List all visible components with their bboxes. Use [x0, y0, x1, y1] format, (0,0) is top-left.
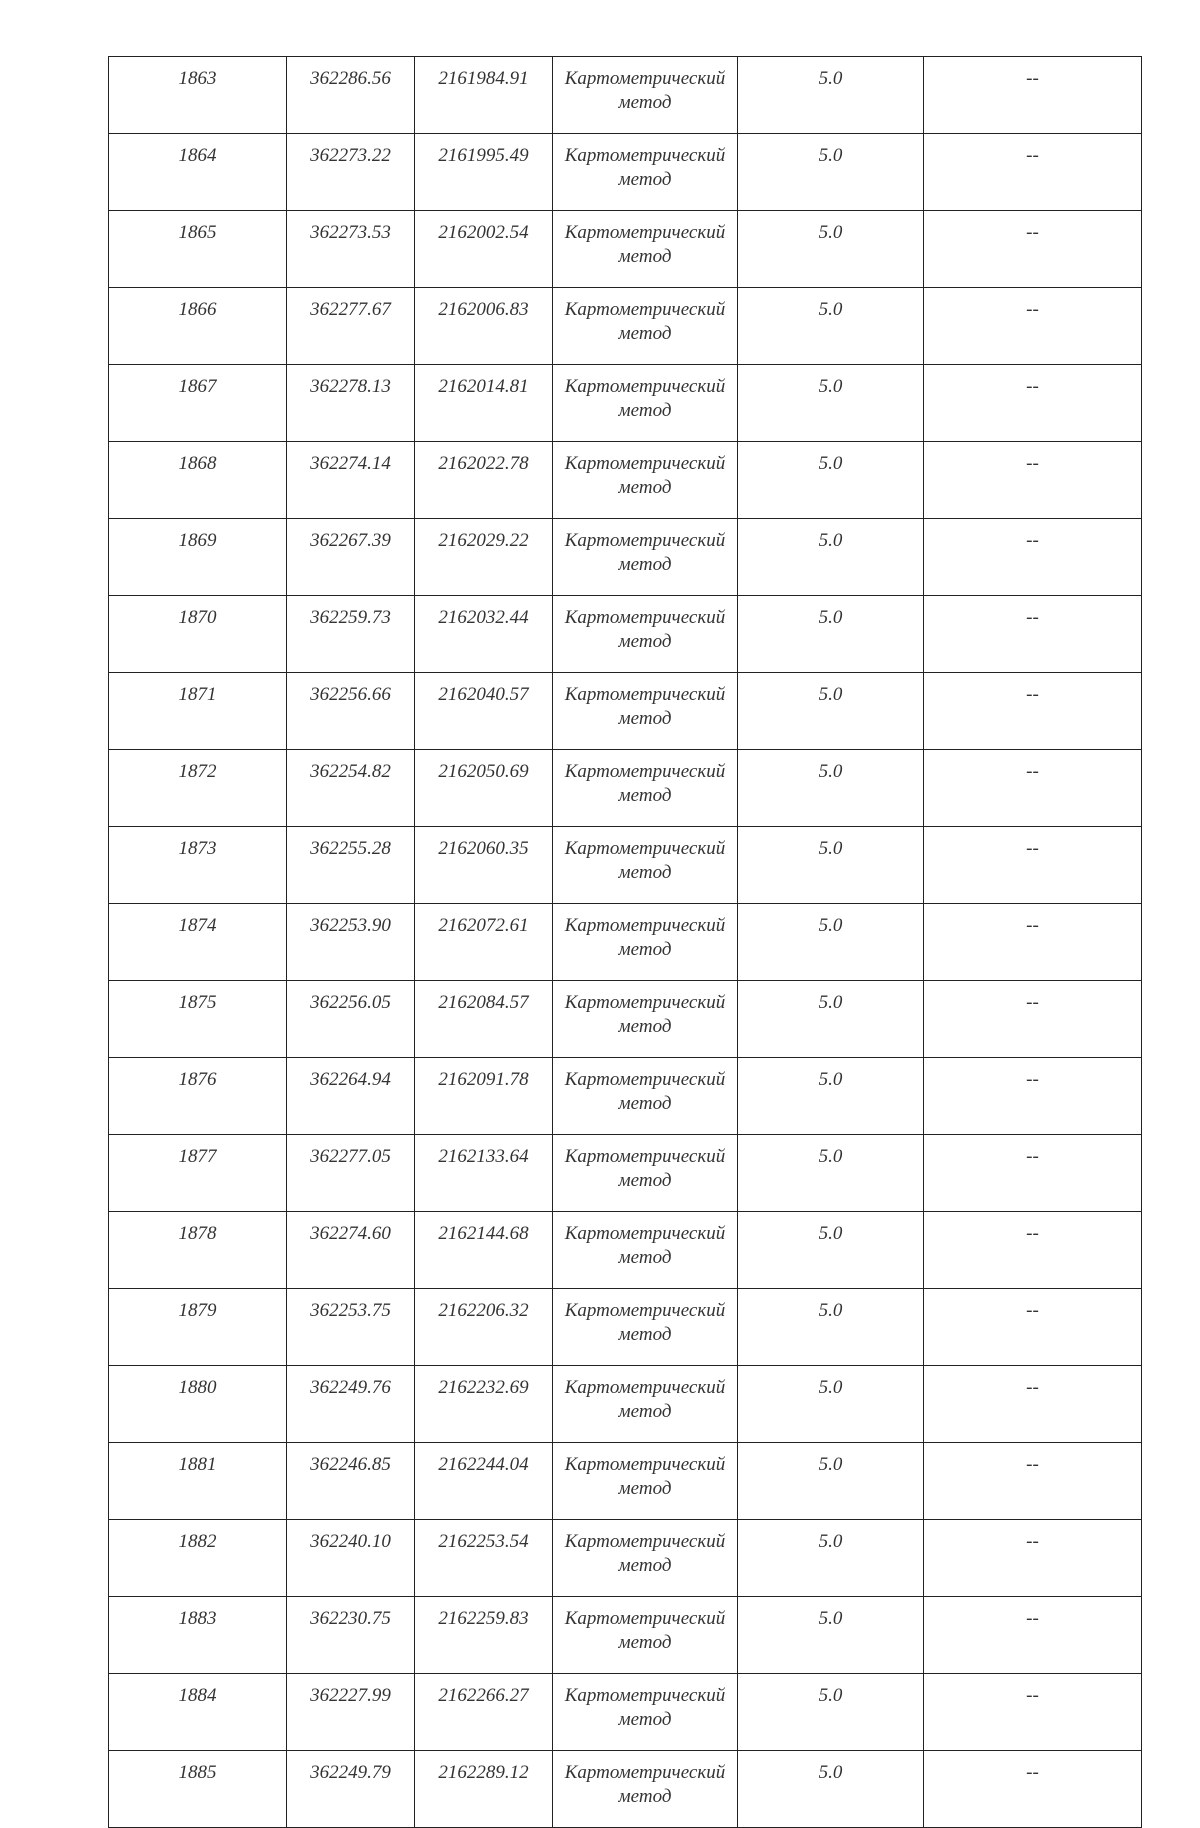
- y-coordinate-cell: 2162144.68: [415, 1212, 553, 1289]
- note-cell: --: [924, 288, 1142, 365]
- y-coordinate-cell: 2162253.54: [415, 1520, 553, 1597]
- y-coordinate-cell: 2162133.64: [415, 1135, 553, 1212]
- note-cell: --: [924, 1212, 1142, 1289]
- y-coordinate-cell: 2162050.69: [415, 750, 553, 827]
- table-row: [109, 1135, 1142, 1212]
- x-coordinate-cell: 362246.85: [287, 1443, 415, 1520]
- accuracy-cell: 5.0: [738, 1674, 924, 1751]
- table-row: [109, 1212, 1142, 1289]
- method-cell: Картометрический метод: [553, 57, 738, 134]
- table-row: [109, 904, 1142, 981]
- point-number-cell: 1883: [109, 1597, 287, 1674]
- y-coordinate-cell: 2162014.81: [415, 365, 553, 442]
- method-cell: Картометрический метод: [553, 1443, 738, 1520]
- point-number-cell: 1870: [109, 596, 287, 673]
- y-coordinate-cell: 2162244.04: [415, 1443, 553, 1520]
- table-row: [109, 673, 1142, 750]
- point-number-cell: 1878: [109, 1212, 287, 1289]
- note-cell: --: [924, 1443, 1142, 1520]
- x-coordinate-cell: 362267.39: [287, 519, 415, 596]
- point-number-cell: 1865: [109, 211, 287, 288]
- x-coordinate-cell: 362230.75: [287, 1597, 415, 1674]
- x-coordinate-cell: 362277.67: [287, 288, 415, 365]
- accuracy-cell: 5.0: [738, 1289, 924, 1366]
- y-coordinate-cell: 2162006.83: [415, 288, 553, 365]
- point-number-cell: 1884: [109, 1674, 287, 1751]
- point-number-cell: 1867: [109, 365, 287, 442]
- y-coordinate-cell: 2162032.44: [415, 596, 553, 673]
- method-cell: Картометрический метод: [553, 1058, 738, 1135]
- method-cell: Картометрический метод: [553, 1674, 738, 1751]
- point-number-cell: 1882: [109, 1520, 287, 1597]
- accuracy-cell: 5.0: [738, 1597, 924, 1674]
- x-coordinate-cell: 362286.56: [287, 57, 415, 134]
- table-row: [109, 288, 1142, 365]
- x-coordinate-cell: 362227.99: [287, 1674, 415, 1751]
- note-cell: --: [924, 519, 1142, 596]
- x-coordinate-cell: 362264.94: [287, 1058, 415, 1135]
- note-cell: --: [924, 1366, 1142, 1443]
- method-cell: Картометрический метод: [553, 750, 738, 827]
- point-number-cell: 1881: [109, 1443, 287, 1520]
- point-number-cell: 1871: [109, 673, 287, 750]
- point-number-cell: 1873: [109, 827, 287, 904]
- accuracy-cell: 5.0: [738, 750, 924, 827]
- point-number-cell: 1880: [109, 1366, 287, 1443]
- x-coordinate-cell: 362256.66: [287, 673, 415, 750]
- accuracy-cell: 5.0: [738, 904, 924, 981]
- table-row: [109, 1289, 1142, 1366]
- y-coordinate-cell: 2162206.32: [415, 1289, 553, 1366]
- coordinates-table: [108, 56, 1142, 1828]
- y-coordinate-cell: 2162072.61: [415, 904, 553, 981]
- note-cell: --: [924, 1751, 1142, 1828]
- note-cell: --: [924, 596, 1142, 673]
- accuracy-cell: 5.0: [738, 1212, 924, 1289]
- y-coordinate-cell: 2162266.27: [415, 1674, 553, 1751]
- accuracy-cell: 5.0: [738, 211, 924, 288]
- y-coordinate-cell: 2162259.83: [415, 1597, 553, 1674]
- point-number-cell: 1864: [109, 134, 287, 211]
- note-cell: --: [924, 1058, 1142, 1135]
- accuracy-cell: 5.0: [738, 365, 924, 442]
- table-row: [109, 750, 1142, 827]
- y-coordinate-cell: 2161995.49: [415, 134, 553, 211]
- accuracy-cell: 5.0: [738, 1520, 924, 1597]
- note-cell: --: [924, 365, 1142, 442]
- y-coordinate-cell: 2162084.57: [415, 981, 553, 1058]
- method-cell: Картометрический метод: [553, 1751, 738, 1828]
- table-row: [109, 1520, 1142, 1597]
- x-coordinate-cell: 362253.75: [287, 1289, 415, 1366]
- note-cell: --: [924, 211, 1142, 288]
- method-cell: Картометрический метод: [553, 1520, 738, 1597]
- accuracy-cell: 5.0: [738, 1443, 924, 1520]
- point-number-cell: 1874: [109, 904, 287, 981]
- point-number-cell: 1875: [109, 981, 287, 1058]
- point-number-cell: 1877: [109, 1135, 287, 1212]
- y-coordinate-cell: 2162002.54: [415, 211, 553, 288]
- method-cell: Картометрический метод: [553, 134, 738, 211]
- accuracy-cell: 5.0: [738, 1058, 924, 1135]
- x-coordinate-cell: 362253.90: [287, 904, 415, 981]
- method-cell: Картометрический метод: [553, 288, 738, 365]
- table-row: [109, 1674, 1142, 1751]
- note-cell: --: [924, 1597, 1142, 1674]
- accuracy-cell: 5.0: [738, 57, 924, 134]
- x-coordinate-cell: 362254.82: [287, 750, 415, 827]
- method-cell: Картометрический метод: [553, 981, 738, 1058]
- method-cell: Картометрический метод: [553, 827, 738, 904]
- accuracy-cell: 5.0: [738, 1366, 924, 1443]
- point-number-cell: 1879: [109, 1289, 287, 1366]
- y-coordinate-cell: 2162029.22: [415, 519, 553, 596]
- note-cell: --: [924, 442, 1142, 519]
- note-cell: --: [924, 673, 1142, 750]
- table-row: [109, 1058, 1142, 1135]
- table-row: [109, 1597, 1142, 1674]
- method-cell: Картометрический метод: [553, 365, 738, 442]
- point-number-cell: 1872: [109, 750, 287, 827]
- x-coordinate-cell: 362273.22: [287, 134, 415, 211]
- x-coordinate-cell: 362277.05: [287, 1135, 415, 1212]
- table-row: [109, 1443, 1142, 1520]
- method-cell: Картометрический метод: [553, 1135, 738, 1212]
- method-cell: Картометрический метод: [553, 673, 738, 750]
- x-coordinate-cell: 362274.60: [287, 1212, 415, 1289]
- note-cell: --: [924, 1674, 1142, 1751]
- note-cell: --: [924, 750, 1142, 827]
- table-row: [109, 519, 1142, 596]
- x-coordinate-cell: 362249.76: [287, 1366, 415, 1443]
- note-cell: --: [924, 1135, 1142, 1212]
- note-cell: --: [924, 827, 1142, 904]
- note-cell: --: [924, 134, 1142, 211]
- x-coordinate-cell: 362255.28: [287, 827, 415, 904]
- note-cell: --: [924, 1520, 1142, 1597]
- x-coordinate-cell: 362249.79: [287, 1751, 415, 1828]
- note-cell: --: [924, 57, 1142, 134]
- table-row: [109, 134, 1142, 211]
- accuracy-cell: 5.0: [738, 1751, 924, 1828]
- y-coordinate-cell: 2162091.78: [415, 1058, 553, 1135]
- point-number-cell: 1863: [109, 57, 287, 134]
- table-row: [109, 211, 1142, 288]
- y-coordinate-cell: 2162289.12: [415, 1751, 553, 1828]
- table-row: [109, 827, 1142, 904]
- y-coordinate-cell: 2162232.69: [415, 1366, 553, 1443]
- table-row: [109, 981, 1142, 1058]
- point-number-cell: 1868: [109, 442, 287, 519]
- method-cell: Картометрический метод: [553, 442, 738, 519]
- accuracy-cell: 5.0: [738, 288, 924, 365]
- x-coordinate-cell: 362274.14: [287, 442, 415, 519]
- table-row: [109, 1751, 1142, 1828]
- table-row: [109, 596, 1142, 673]
- note-cell: --: [924, 1289, 1142, 1366]
- table-row: [109, 1366, 1142, 1443]
- accuracy-cell: 5.0: [738, 134, 924, 211]
- method-cell: Картометрический метод: [553, 519, 738, 596]
- coordinates-table-body: [109, 57, 1142, 1828]
- y-coordinate-cell: 2161984.91: [415, 57, 553, 134]
- method-cell: Картометрический метод: [553, 596, 738, 673]
- table-row: [109, 57, 1142, 134]
- y-coordinate-cell: 2162060.35: [415, 827, 553, 904]
- x-coordinate-cell: 362259.73: [287, 596, 415, 673]
- x-coordinate-cell: 362273.53: [287, 211, 415, 288]
- point-number-cell: 1885: [109, 1751, 287, 1828]
- y-coordinate-cell: 2162022.78: [415, 442, 553, 519]
- method-cell: Картометрический метод: [553, 1289, 738, 1366]
- y-coordinate-cell: 2162040.57: [415, 673, 553, 750]
- point-number-cell: 1866: [109, 288, 287, 365]
- method-cell: Картометрический метод: [553, 1366, 738, 1443]
- accuracy-cell: 5.0: [738, 519, 924, 596]
- accuracy-cell: 5.0: [738, 827, 924, 904]
- accuracy-cell: 5.0: [738, 673, 924, 750]
- method-cell: Картометрический метод: [553, 904, 738, 981]
- x-coordinate-cell: 362278.13: [287, 365, 415, 442]
- method-cell: Картометрический метод: [553, 1597, 738, 1674]
- accuracy-cell: 5.0: [738, 1135, 924, 1212]
- method-cell: Картометрический метод: [553, 1212, 738, 1289]
- table-row: [109, 365, 1142, 442]
- accuracy-cell: 5.0: [738, 596, 924, 673]
- method-cell: Картометрический метод: [553, 211, 738, 288]
- x-coordinate-cell: 362240.10: [287, 1520, 415, 1597]
- x-coordinate-cell: 362256.05: [287, 981, 415, 1058]
- table-row: [109, 442, 1142, 519]
- note-cell: --: [924, 904, 1142, 981]
- accuracy-cell: 5.0: [738, 442, 924, 519]
- note-cell: --: [924, 981, 1142, 1058]
- point-number-cell: 1876: [109, 1058, 287, 1135]
- point-number-cell: 1869: [109, 519, 287, 596]
- accuracy-cell: 5.0: [738, 981, 924, 1058]
